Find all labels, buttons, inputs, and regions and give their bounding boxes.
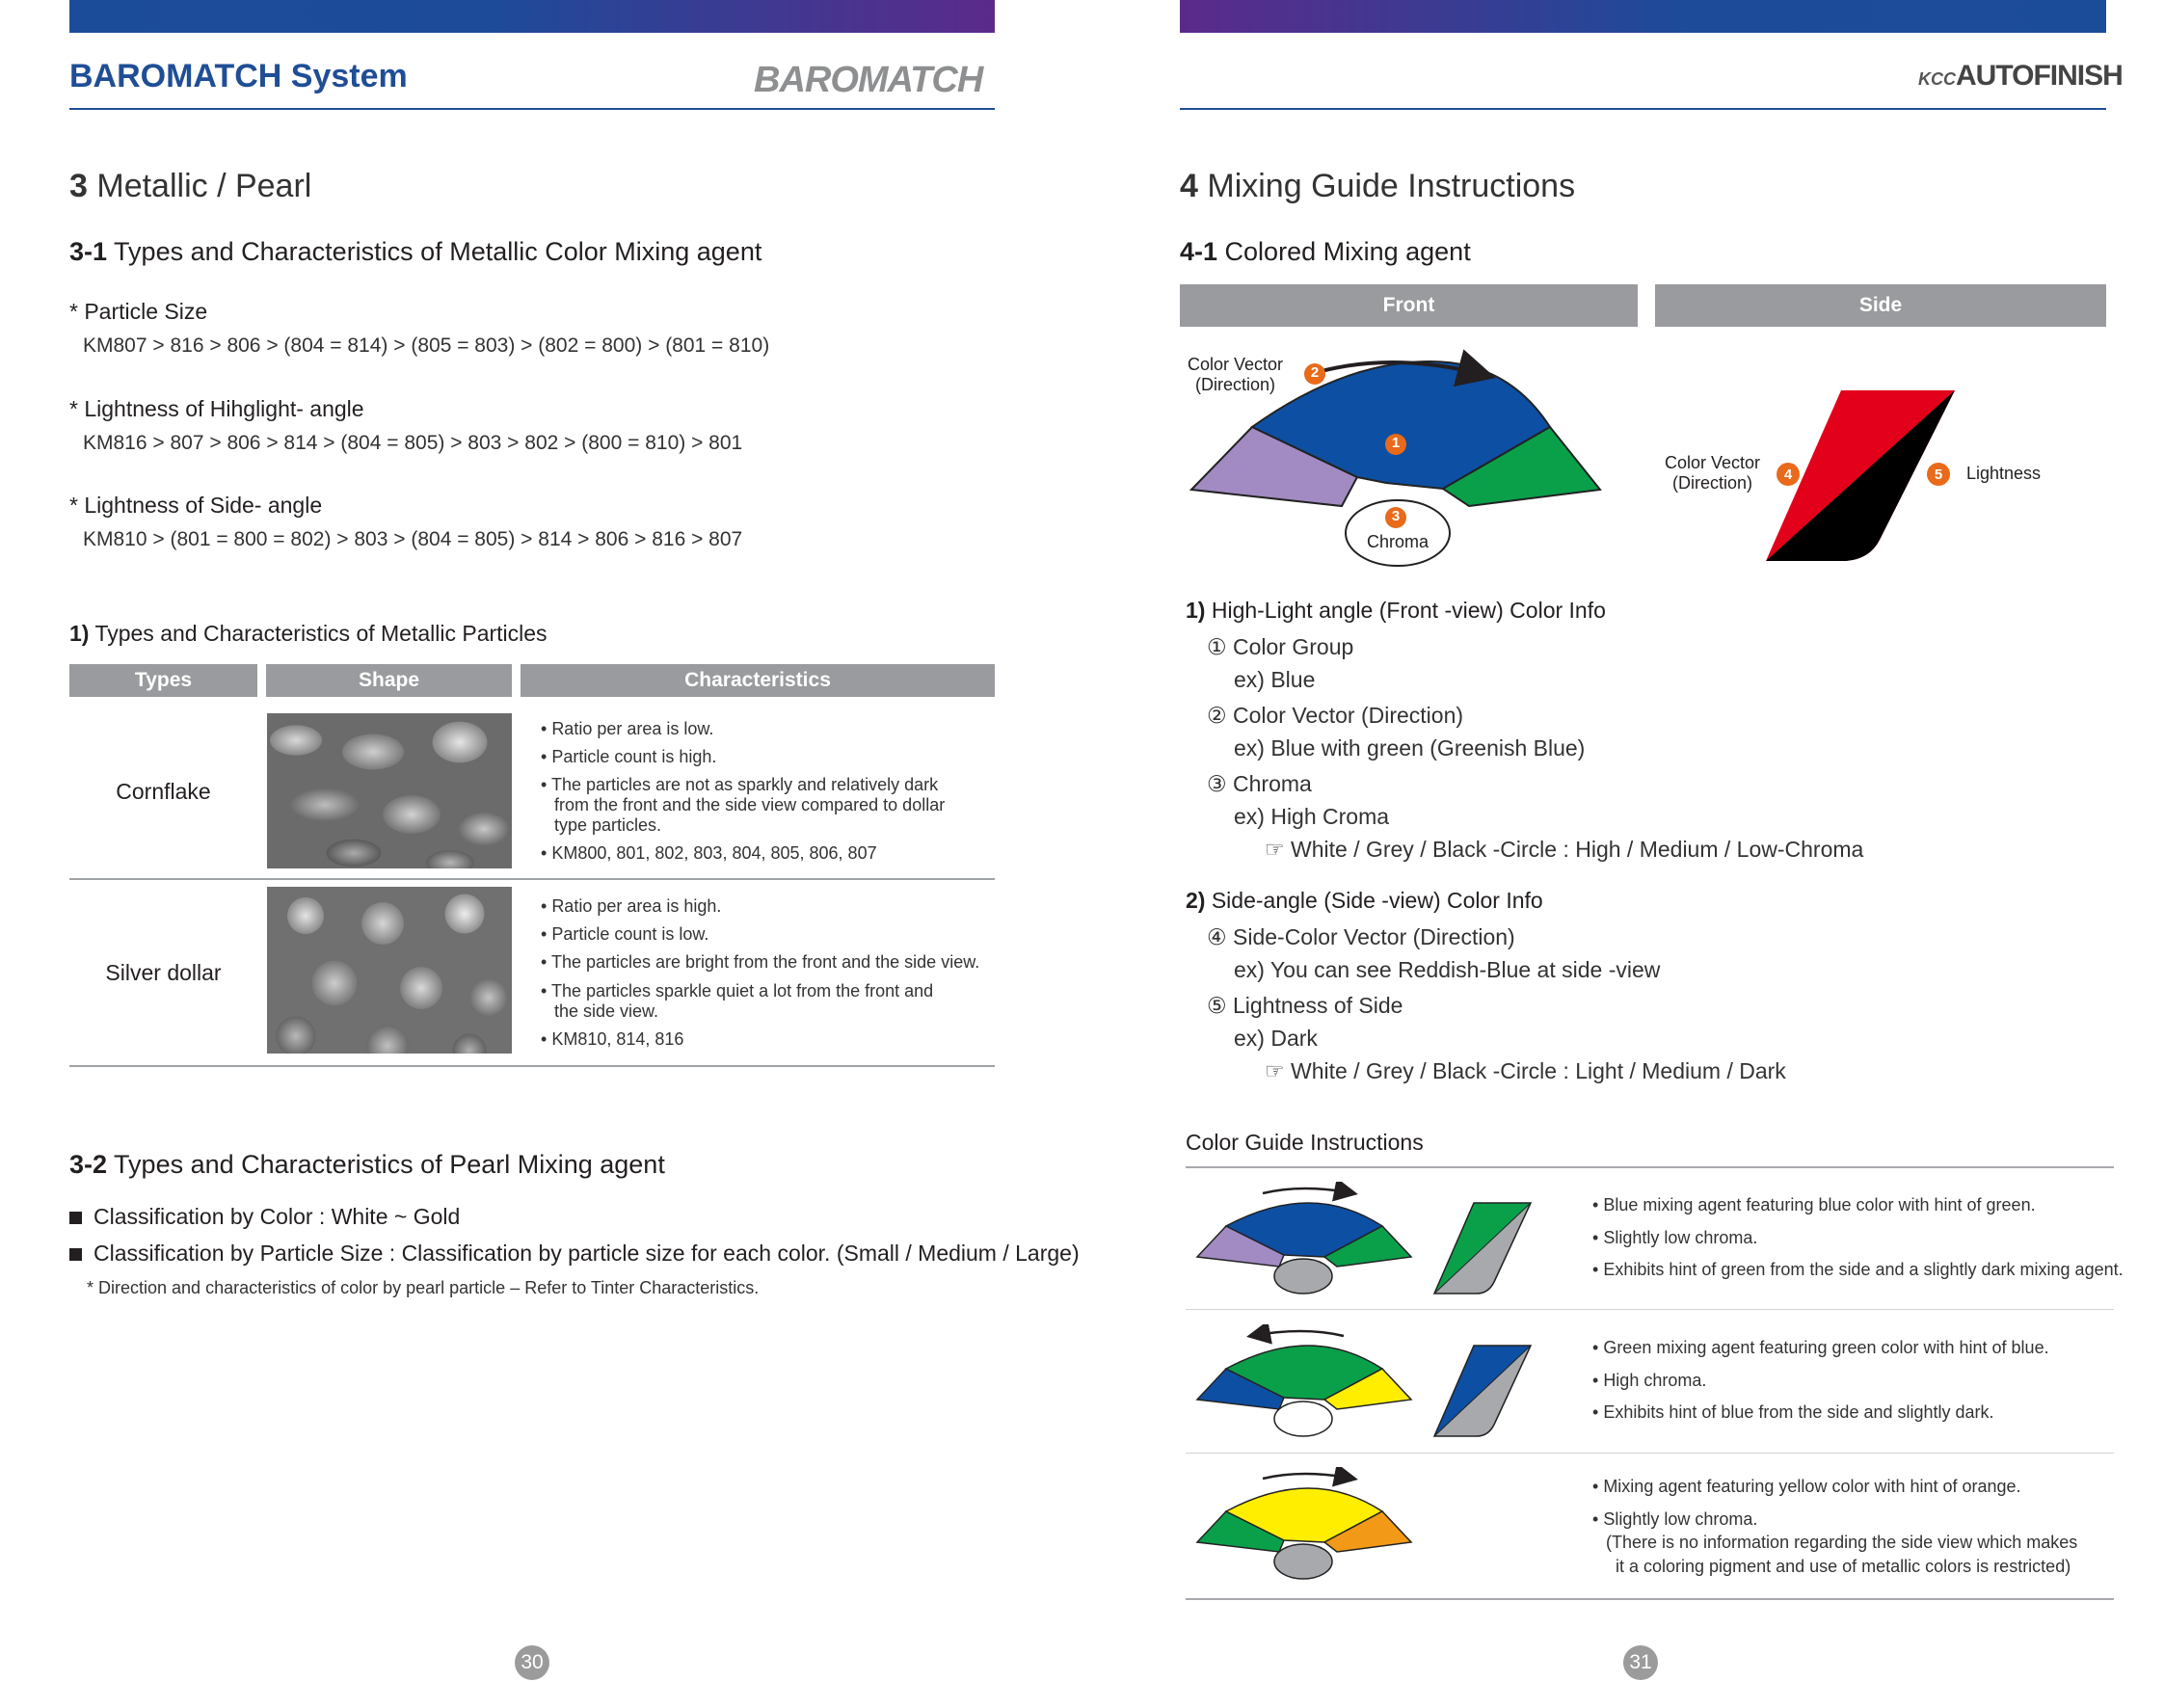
- cornflake-particle-photo: [267, 713, 512, 868]
- badge-1-label: 1: [1391, 435, 1401, 451]
- guide-1-bullet-1: • Blue mixing agent featuring blue color with hint of green.: [1592, 1195, 2036, 1214]
- left-header-rule: [69, 108, 995, 110]
- info1-title: 1) High-Light angle (Front -view) Color Info: [1186, 598, 1606, 623]
- particles-heading: 1) Types and Characteristics of Metallic Particles: [69, 621, 548, 646]
- rule-label-side: * Lightness of Side- angle: [69, 493, 323, 518]
- info1-line-7: ☞ White / Grey / Black -Circle : High / Medium / Low-Chroma: [1265, 837, 1864, 862]
- guide-3-bullet-1: • Mixing agent featuring yellow color with hint of orange.: [1592, 1477, 2021, 1496]
- right-top-band: [1180, 0, 2106, 33]
- silver-dollar-bullet-5: • KM810, 814, 816: [541, 1029, 684, 1049]
- row-type-silver-dollar: Silver dollar: [105, 960, 222, 985]
- color-vector-label-side: Color Vector (Direction): [1665, 453, 1761, 493]
- badge-2-label: 2: [1310, 364, 1320, 381]
- baromatch-logo: BAROMATCH: [754, 60, 983, 100]
- left-section-title: 3 Metallic / Pearl: [69, 168, 312, 204]
- badge-5-icon: 5: [1927, 463, 1950, 486]
- badge-3-label: 3: [1391, 508, 1401, 524]
- cornflake-bullet-3: • The particles are not as sparkly and relatively dark: [541, 775, 939, 794]
- info2-line-1: ④ Side-Color Vector (Direction): [1207, 924, 1515, 949]
- guide-green-side-diagram: [1430, 1344, 1536, 1440]
- guide-green-front-diagram: [1188, 1324, 1419, 1440]
- table-header-types: Types: [69, 664, 257, 697]
- info1-line-6: ex) High Croma: [1234, 804, 1390, 829]
- guide-blue-side-diagram: [1430, 1201, 1536, 1297]
- pearl-item-size: Classification by Particle Size : Classification by particle size for each color. (Small / Medium / Large): [69, 1241, 1080, 1267]
- silver-dollar-bullet-3: • The particles are bright from the front and the side view.: [541, 952, 980, 972]
- table-bottom-rule: [69, 1065, 995, 1067]
- right-subsection-4-1: 4-1 Colored Mixing agent: [1180, 237, 1471, 266]
- view-header-front: Front: [1180, 284, 1638, 327]
- cornflake-bullet-3-cont-a: from the front and the side view compared to dollar: [554, 795, 946, 814]
- info1-line-4: ex) Blue with green (Greenish Blue): [1234, 735, 1586, 761]
- pearl-item-color: Classification by Color : White ~ Gold: [69, 1204, 460, 1230]
- rule-order-particle-size: KM807 > 816 > 806 > (804 = 814) > (805 = 803) > (802 = 800) > (801 = 810): [83, 334, 770, 357]
- color-guide-title: Color Guide Instructions: [1186, 1130, 1424, 1155]
- color-guide-rule: [1186, 1166, 2114, 1168]
- rule-order-side: KM810 > (801 = 800 = 802) > 803 > (804 = 805) > 814 > 806 > 816 > 807: [83, 528, 743, 550]
- info1-line-2: ex) Blue: [1234, 667, 1316, 692]
- right-header-rule: [1180, 108, 2106, 110]
- guide-bottom-rule: [1186, 1598, 2114, 1600]
- info1-line-3: ② Color Vector (Direction): [1207, 703, 1464, 728]
- cornflake-bullet-2: • Particle count is high.: [541, 747, 717, 766]
- right-section-title: 4 Mixing Guide Instructions: [1180, 168, 1576, 204]
- chroma-label: Chroma: [1366, 532, 1429, 551]
- table-header-characteristics: Characteristics: [521, 664, 995, 697]
- guide-divider-1: [1186, 1309, 2114, 1310]
- square-bullet-icon: [69, 1248, 82, 1261]
- color-vector-label-front: Color Vector (Direction): [1188, 355, 1284, 394]
- info2-line-4: ex) Dark: [1234, 1026, 1318, 1051]
- rule-label-particle-size: * Particle Size: [69, 299, 208, 324]
- info1-line-5: ③ Chroma: [1207, 771, 1312, 796]
- lightness-label: Lightness: [1966, 464, 2042, 483]
- guide-2-bullet-3: • Exhibits hint of blue from the side and slightly dark.: [1592, 1402, 1994, 1422]
- info2-line-2: ex) You can see Reddish-Blue at side -view: [1234, 957, 1661, 982]
- cornflake-bullet-1: • Ratio per area is low.: [541, 719, 714, 738]
- info1-line-1: ① Color Group: [1207, 634, 1354, 659]
- square-bullet-icon: [69, 1212, 82, 1224]
- left-header-title: BAROMATCH System: [69, 58, 408, 94]
- table-row-divider: [69, 878, 995, 880]
- rule-order-highlight: KM816 > 807 > 806 > 814 > (804 = 805) > 803 > 802 > (800 = 810) > 801: [83, 432, 743, 454]
- silver-dollar-bullet-2: • Particle count is low.: [541, 924, 709, 944]
- cornflake-bullet-4: • KM800, 801, 802, 803, 804, 805, 806, 807: [541, 843, 877, 863]
- page-number-30: 30: [515, 1645, 549, 1680]
- info2-title: 2) Side-angle (Side -view) Color Info: [1186, 888, 1543, 913]
- guide-2-bullet-2: • High chroma.: [1592, 1371, 1707, 1390]
- guide-yellow-front-diagram: [1188, 1467, 1419, 1583]
- guide-1-bullet-3: • Exhibits hint of green from the side and a slightly dark mixing agent.: [1592, 1260, 2124, 1279]
- page-number-31: 31: [1623, 1645, 1658, 1680]
- left-top-band: [69, 0, 995, 33]
- left-subsection-3-1: 3-1 Types and Characteristics of Metallic Color Mixing agent: [69, 237, 762, 266]
- rule-label-highlight: * Lightness of Hihglight- angle: [69, 396, 364, 421]
- guide-3-bullet-2-cont-a: (There is no information regarding the side view which makes: [1606, 1533, 2078, 1552]
- silver-dollar-bullet-4-cont: the side view.: [554, 1001, 659, 1021]
- cornflake-bullet-3-cont-b: type particles.: [554, 815, 662, 835]
- info2-line-3: ⑤ Lightness of Side: [1207, 993, 1403, 1018]
- guide-blue-front-diagram: [1188, 1182, 1419, 1297]
- badge-4-icon: 4: [1777, 463, 1800, 486]
- table-header-shape: Shape: [266, 664, 512, 697]
- guide-1-bullet-2: • Slightly low chroma.: [1592, 1228, 1758, 1247]
- guide-2-bullet-1: • Green mixing agent featuring green color with hint of blue.: [1592, 1338, 2049, 1357]
- silver-dollar-bullet-4: • The particles sparkle quiet a lot from the front and: [541, 981, 934, 1001]
- silver-dollar-bullet-1: • Ratio per area is high.: [541, 896, 722, 916]
- guide-3-bullet-2: • Slightly low chroma.: [1592, 1509, 1758, 1529]
- view-header-side: Side: [1655, 284, 2106, 327]
- guide-divider-2: [1186, 1453, 2114, 1454]
- left-subsection-3-2: 3-2 Types and Characteristics of Pearl Mixing agent: [69, 1150, 665, 1179]
- guide-3-bullet-2-cont-b: it a coloring pigment and use of metallic colors is restricted): [1616, 1557, 2071, 1576]
- silver-dollar-particle-photo: [267, 887, 512, 1054]
- info2-line-5: ☞ White / Grey / Black -Circle : Light / Medium / Dark: [1265, 1058, 1786, 1083]
- row-type-cornflake: Cornflake: [116, 779, 211, 804]
- autofinish-logo: KCCAUTOFINISH: [1918, 60, 2123, 92]
- pearl-note: * Direction and characteristics of color by pearl particle – Refer to Tinter Characteristics.: [87, 1278, 760, 1297]
